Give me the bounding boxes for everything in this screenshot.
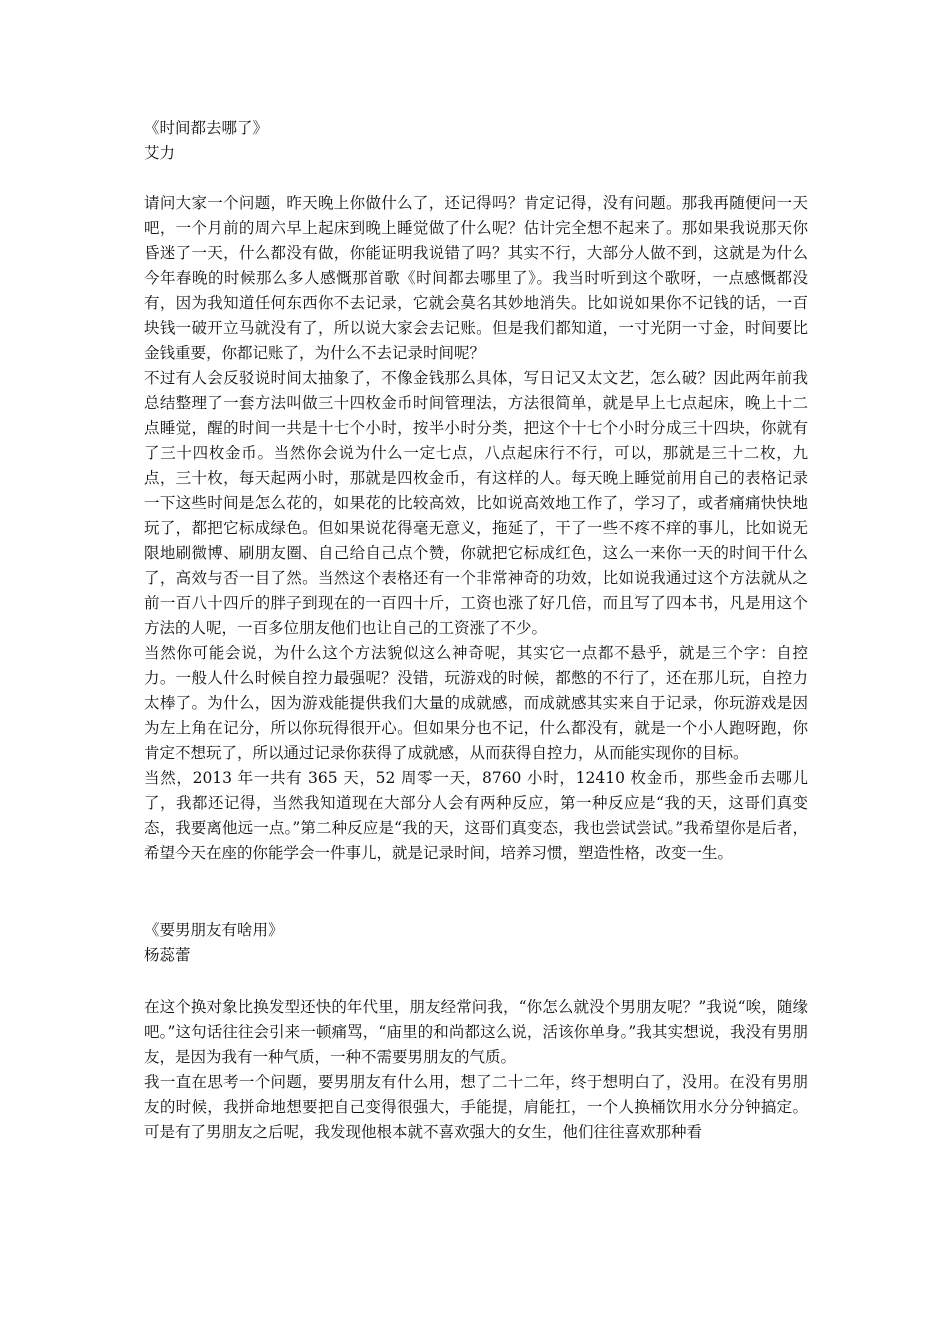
article-title: 《时间都去哪了》 [144, 119, 269, 137]
paragraph: 当然你可能会说，为什么这个方法貌似这么神奇呢，其实它一点都不悬乎，就是三个字：自控力。一般人什么时候自控力最强呢？没错，玩游戏的时候，都憋的不行了，还在那儿玩，自控力太棒了。为什么，因为游戏能提供我们大量的成就感，而成就感其实来自于记录，你玩游戏是因为左上角在记分，所以你玩得很开心。但如果分也不记，什么都没有，就是一个小人跑呀跑，你肯定不想玩了，所以通过记录你获得了成就感，从而获得自控力，从而能实现你的目标。 [144, 644, 808, 762]
paragraph: 我一直在思考一个问题，要男朋友有什么用，想了二十二年，终于想明白了，没用。在没有男朋友的时候，我拼命地想要把自己变得很强大，手能提，肩能扛，一个人换桶饮用水分分钟搞定。可是有了男朋友之后呢，我发现他根本就不喜欢强大的女生，他们往往喜欢那种看 [144, 1073, 808, 1141]
article-title: 《要男朋友有啥用》 [144, 921, 284, 939]
article-author: 杨蕊蕾 [144, 946, 191, 964]
spacer [144, 866, 808, 918]
paragraph: 在这个换对象比换发型还快的年代里，朋友经常问我，“你怎么就没个男朋友呢？”我说“唉，随缘吧。”这句话往往会引来一顿痛骂，“庙里的和尚都这么说，活该你单身。”我其实想说，我没有男朋友，是因为我有一种气质，一种不需要男朋友的气质。 [144, 998, 808, 1066]
paragraph: 当然，2013 年一共有 365 天，52 周零一天，8760 小时，12410 枚金币，那些金币去哪儿了，我都还记得，当然我知道现在大部分人会有两种反应，第一种反应是“我的天，这哥们真变态，我要离他远一点。”第二种反应是“我的天，这哥们真变态，我也尝试尝试。”我希望你是后者，希望今天在座的你能学会一件事儿，就是记录时间，培养习惯，塑造性格，改变一生。 [144, 769, 808, 862]
article-2 [144, 918, 808, 1145]
article-author: 艾力 [144, 144, 176, 162]
spacer [144, 166, 808, 191]
paragraph: 请问大家一个问题，昨天晚上你做什么了，还记得吗？肯定记得，没有问题。那我再随便问一天吧，一个月前的周六早上起床到晚上睡觉做了什么呢？估计完全想不起来了。那如果我说那天你昏迷了一天，什么都没有做，你能证明我说错了吗？其实不行，大部分人做不到，这就是为什么今年春晚的时候那么多人感慨那首歌《时间都去哪里了》。我当时听到这个歌呀，一点感慨都没有，因为我知道任何东西你不去记录，它就会莫名其妙地消失。比如说如果你不记钱的话，一百块钱一破开立马就没有了，所以说大家会去记账。但是我们都知道，一寸光阴一寸金，时间要比金钱重要，你都记账了，为什么不去记录时间呢？ [144, 194, 808, 362]
document-page [144, 116, 808, 1145]
article-1 [144, 116, 808, 866]
spacer [144, 968, 808, 995]
paragraph: 不过有人会反驳说时间太抽象了，不像金钱那么具体，写日记又太文艺，怎么破？因此两年前我总结整理了一套方法叫做三十四枚金币时间管理法，方法很简单，就是早上七点起床，晚上十二点睡觉，醒的时间一共是十七个小时，按半小时分类，把这个十七个小时分成三十四块，你就有了三十四枚金币。当然你会说为什么一定七点，八点起床行不行，可以，那就是三十二枚，九点，三十枚，每天起两小时，那就是四枚金币，有这样的人。每天晚上睡觉前用自己的表格记录一下这些时间是怎么花的，如果花的比较高效，比如说高效地工作了，学习了，或者痛痛快快地玩了，都把它标成绿色。但如果说花得毫无意义，拖延了，干了一些不疼不痒的事儿，比如说无限地刷微博、刷朋友圈、自己给自己点个赞，你就把它标成红色，这么一来你一天的时间干什么了，高效与否一目了然。当然这个表格还有一个非常神奇的功效，比如说我通过这个方法就从之前一百八十四斤的胖子到现在的一百四十斤，工资也涨了好几倍，而且写了四本书，凡是用这个方法的人呢，一百多位朋友他们也让自己的工资涨了不少。 [144, 369, 808, 637]
